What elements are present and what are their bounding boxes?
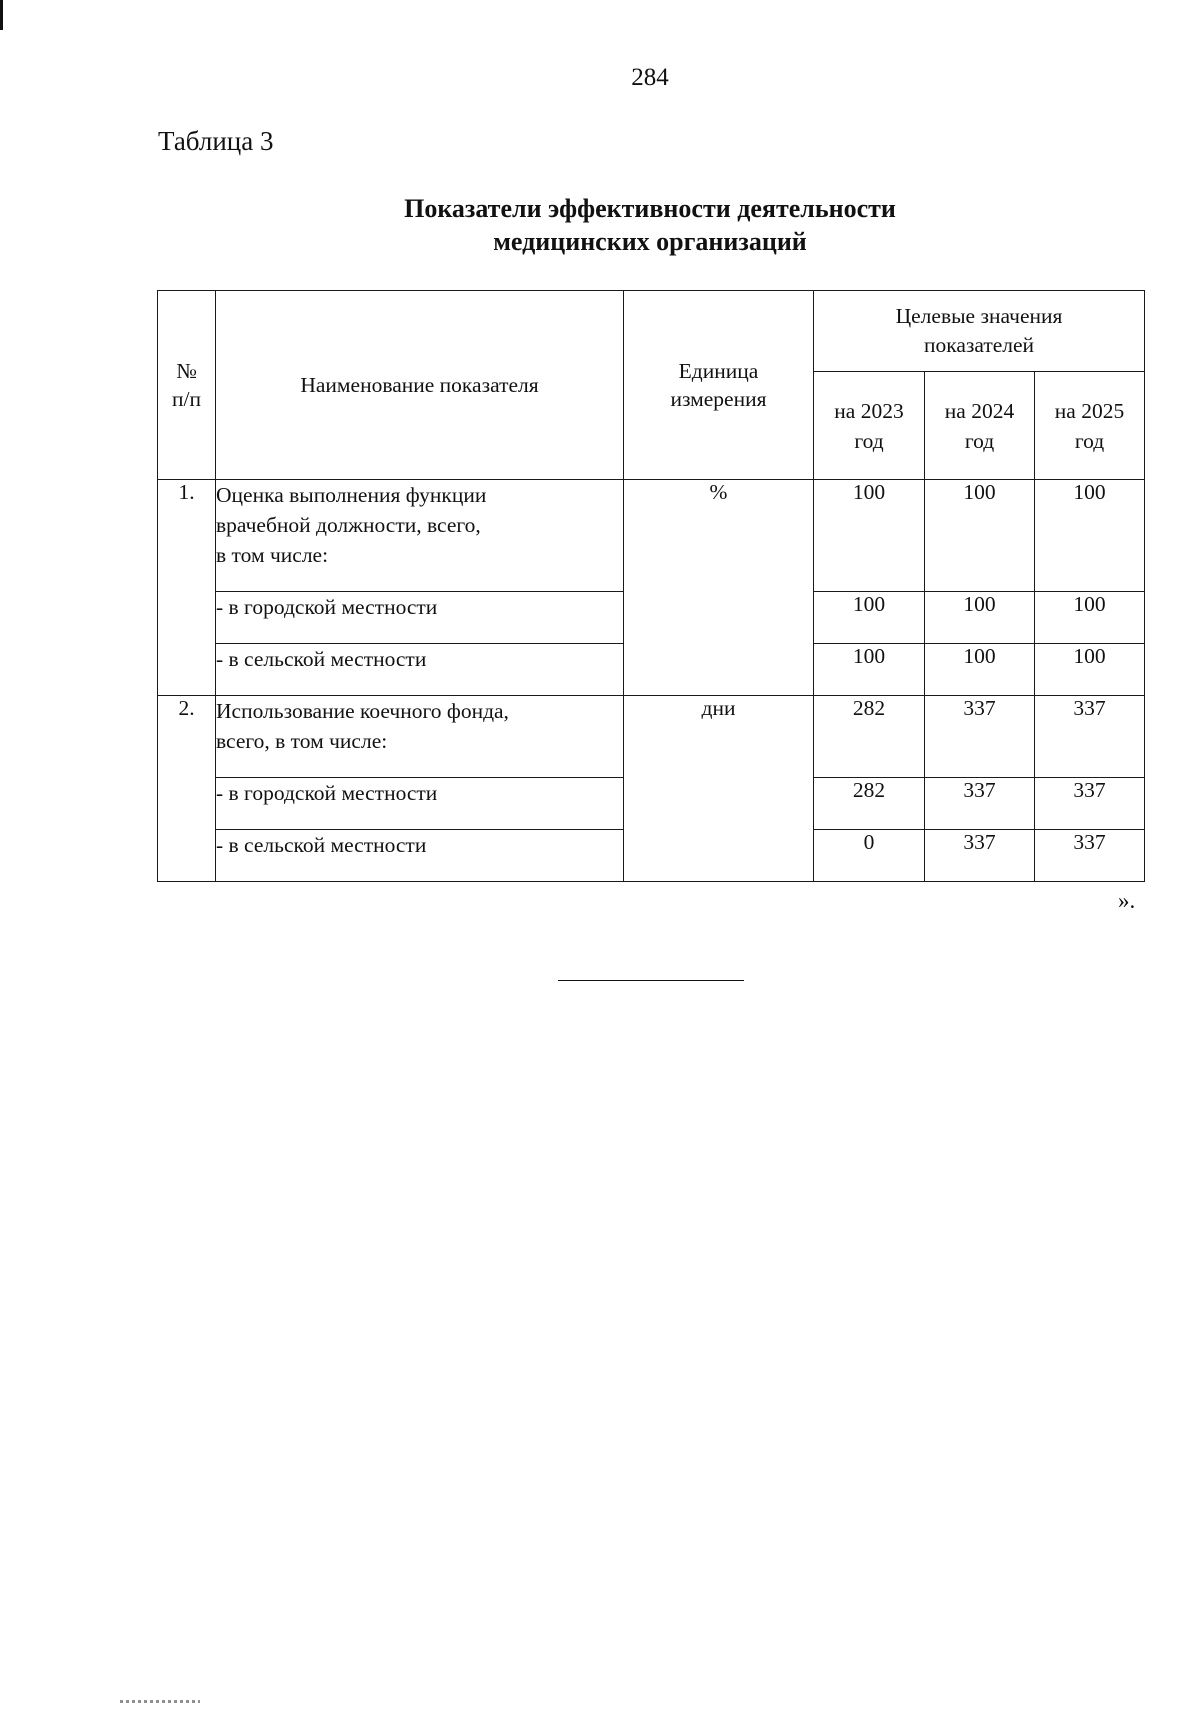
header-targets <box>814 291 1145 372</box>
header-targets-line-2: показателей <box>923 333 1035 357</box>
value-2025: 337 <box>1035 696 1145 778</box>
header-year-label: на 2025 <box>1054 398 1125 423</box>
row-number: 1. <box>158 480 216 696</box>
indicator-name: - в городской местности <box>216 778 624 830</box>
table-row <box>158 480 1145 592</box>
header-year-unit: год <box>854 428 884 453</box>
value-2024: 100 <box>925 480 1035 592</box>
document-title <box>150 192 1150 258</box>
document-title-line-1: Показатели эффективности деятельности <box>404 194 896 223</box>
scan-edge-mark <box>0 0 3 30</box>
scan-artifact <box>120 1700 200 1703</box>
table-header <box>158 291 1145 480</box>
indicator-name-line: Оценка выполнения функции <box>216 483 487 507</box>
value-2025: 100 <box>1035 592 1145 644</box>
header-unit-line-1: Единица <box>678 359 759 383</box>
header-year-2025 <box>1035 372 1145 480</box>
value-2025: 100 <box>1035 644 1145 696</box>
value-2025: 337 <box>1035 778 1145 830</box>
header-year-label: на 2023 <box>834 398 904 423</box>
indicator-name-line: в том числе: <box>216 543 329 567</box>
indicator-name-line: Использование коечного фонда, <box>216 699 509 723</box>
header-year-2023 <box>814 372 925 480</box>
value-2024: 337 <box>925 830 1035 882</box>
value-2023: 282 <box>814 778 925 830</box>
header-year-unit: год <box>1074 428 1105 453</box>
header-year-label: на 2024 <box>944 398 1015 423</box>
value-2025: 100 <box>1035 480 1145 592</box>
header-num <box>158 291 216 480</box>
unit-cell: % <box>624 480 814 696</box>
indicator-name <box>216 480 624 592</box>
indicator-name <box>216 696 624 778</box>
header-year-unit: год <box>964 428 995 453</box>
table-row <box>158 696 1145 778</box>
header-unit <box>624 291 814 480</box>
page-number: 284 <box>631 64 669 91</box>
closing-quote: ». <box>1118 888 1136 913</box>
table-label: Таблица 3 <box>158 126 274 156</box>
indicators-table <box>157 290 1145 882</box>
indicator-name-line: врачебной должности, всего, <box>216 513 481 537</box>
value-2023: 100 <box>814 592 925 644</box>
indicator-name: - в городской местности <box>216 592 624 644</box>
value-2023: 282 <box>814 696 925 778</box>
header-year-2024 <box>925 372 1035 480</box>
header-num-line-2: п/п <box>172 387 201 411</box>
header-unit-line-2: измерения <box>670 387 767 411</box>
value-2023: 0 <box>814 830 925 882</box>
indicator-name: - в сельской местности <box>216 830 624 882</box>
value-2024: 100 <box>925 592 1035 644</box>
document-title-line-2: медицинских организаций <box>493 227 807 256</box>
row-number: 2. <box>158 696 216 882</box>
header-name: Наименование показателя <box>216 291 624 480</box>
value-2024: 337 <box>925 696 1035 778</box>
value-2023: 100 <box>814 480 925 592</box>
value-2024: 100 <box>925 644 1035 696</box>
unit-cell: дни <box>624 696 814 882</box>
table-body <box>158 480 1145 882</box>
header-targets-line-1: Целевые значения <box>895 304 1063 328</box>
indicator-name: - в сельской местности <box>216 644 624 696</box>
value-2025: 337 <box>1035 830 1145 882</box>
value-2023: 100 <box>814 644 925 696</box>
end-rule-divider <box>558 980 744 981</box>
value-2024: 337 <box>925 778 1035 830</box>
header-num-line-1: № <box>176 359 197 383</box>
indicator-name-line: всего, в том числе: <box>216 729 388 753</box>
